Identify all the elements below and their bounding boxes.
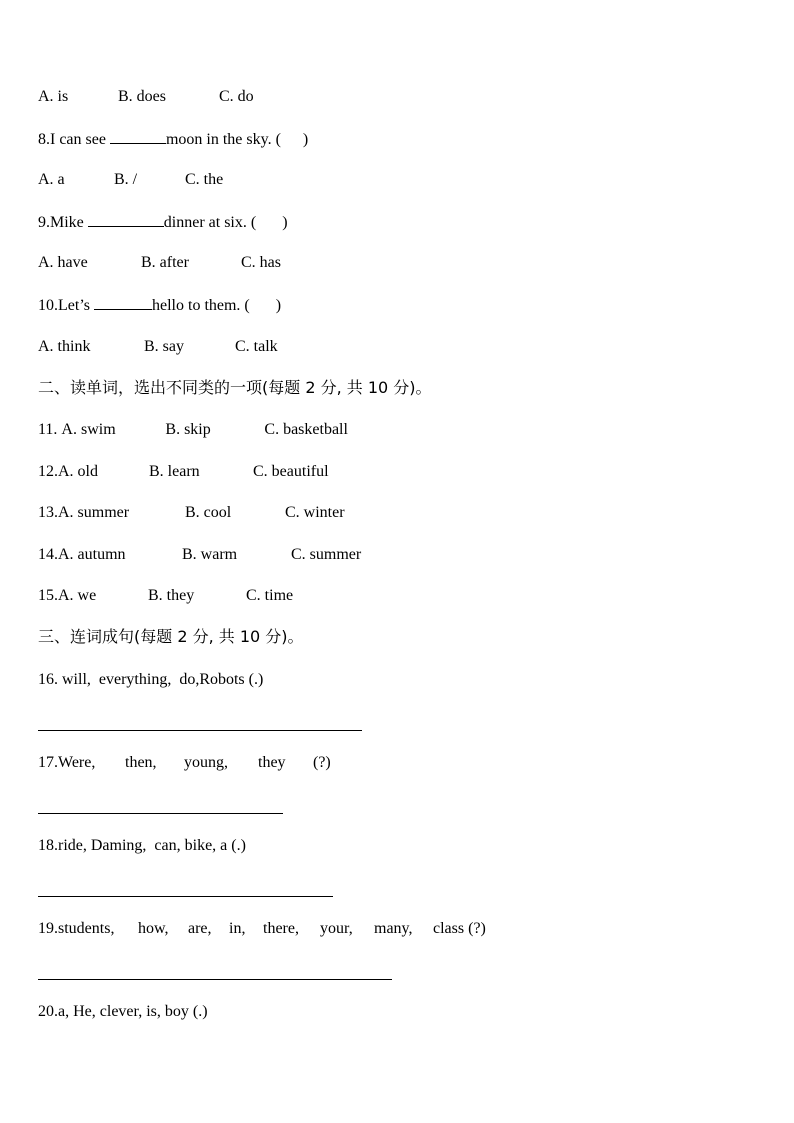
q14-row [38,545,361,565]
q10-close-paren: ) [275,297,282,314]
q10-options [38,337,278,357]
q14-option-b[interactable]: B. warm [182,546,238,563]
q7-option-c[interactable]: C. do [219,88,254,105]
q8-blank[interactable] [110,129,166,144]
q20-number: 20. [38,1003,58,1020]
q8-option-a[interactable]: A. a [38,171,65,188]
q18-word: (.) [231,837,246,854]
q12-option-a[interactable]: A. old [58,463,98,480]
q19-word: (?) [468,920,486,937]
q9-option-a[interactable]: A. have [38,254,88,271]
q8-text-post: moon in the sky. ( [165,131,281,148]
section-3-title: 三、连词成句(每题 2 分, 共 10 分)。 [38,627,304,646]
q9-text-post: dinner at six. ( [163,214,257,231]
q19-word: there, [263,920,299,937]
q15-option-b[interactable]: B. they [148,587,195,604]
q12-option-c[interactable]: C. beautiful [253,463,329,480]
q7-options [38,87,254,107]
q19-word: many, [374,920,413,937]
q17-number: 17. [38,754,58,771]
q20-word: a, [58,1003,70,1020]
q17-word: young, [184,754,228,771]
q19-answer-line[interactable] [38,979,392,980]
q19-word: your, [320,920,353,937]
q9-question [38,212,288,232]
q11-option-a[interactable]: A. swim [61,421,116,438]
q20-word: clever, [99,1003,143,1020]
q15-option-c[interactable]: C. time [246,587,294,604]
q9-blank[interactable] [88,212,164,227]
q13-option-b[interactable]: B. cool [185,504,232,521]
q20-word: (.) [192,1003,208,1020]
q10-option-a[interactable]: A. think [38,338,91,355]
q19-word: class [433,920,465,937]
q14-number: 14. [38,546,58,563]
q20-prompt [38,1002,208,1022]
q17-word: then, [125,754,157,771]
q10-text-pre: 10.Let’s [38,297,90,314]
q10-question [38,295,281,315]
q15-row [38,586,293,606]
q18-prompt [38,836,246,856]
q11-option-b[interactable]: B. skip [165,421,211,438]
q15-number: 15. [38,587,58,604]
q18-word: Daming, [90,837,147,854]
q10-text-post: hello to them. ( [152,297,250,314]
q17-word: (?) [313,754,331,771]
q9-option-b[interactable]: B. after [141,254,189,271]
q20-word: is, [146,1003,161,1020]
q9-close-paren: ) [282,214,288,231]
q18-word: a [220,837,228,854]
q16-word: Robots [199,671,245,688]
q16-word: everything, [98,671,172,688]
q17-prompt [38,753,331,773]
q16-word: do, [179,671,200,688]
q9-text-pre: 9.Mike [38,214,84,231]
q16-prompt [38,670,263,690]
q16-number: 16. [38,671,58,688]
q8-text-pre: 8.I can see [38,131,106,148]
q19-prompt [38,919,486,939]
q18-word: bike, [184,837,217,854]
section-2-title: 二、读单词，选出不同类的一项(每题 2 分, 共 10 分)。 [38,378,432,397]
q13-number: 13. [38,504,58,521]
q18-word: can, [154,837,181,854]
q11-option-c[interactable]: C. basketball [264,421,348,438]
q17-word: they [258,754,286,771]
q14-option-a[interactable]: A. autumn [58,546,126,563]
q8-close-paren: ) [302,131,309,148]
q7-option-a[interactable]: A. is [38,88,69,105]
q11-number: 11. [38,421,58,438]
q11-row [38,420,348,440]
q17-word: Were, [58,754,96,771]
q8-question [38,129,308,149]
q20-word: boy [164,1003,189,1020]
q8-options [38,170,223,190]
q10-option-b[interactable]: B. say [144,338,184,355]
q18-word: ride, [58,837,87,854]
q8-option-c[interactable]: C. the [185,171,224,188]
q13-row [38,503,345,523]
q17-answer-line[interactable] [38,813,283,814]
q12-number: 12. [38,463,58,480]
q7-option-b[interactable]: B. does [118,88,166,105]
q8-option-b[interactable]: B. / [114,171,138,188]
q16-word: will, [62,671,91,688]
q14-option-c[interactable]: C. summer [291,546,362,563]
q15-option-a[interactable]: A. we [58,587,97,604]
q19-word: are, [188,920,212,937]
q19-number: 19. [38,920,58,937]
q20-word: He, [73,1003,96,1020]
q19-word: students, [58,920,115,937]
q12-option-b[interactable]: B. learn [149,463,200,480]
q10-option-c[interactable]: C. talk [235,338,278,355]
q13-option-c[interactable]: C. winter [285,504,345,521]
q13-option-a[interactable]: A. summer [58,504,130,521]
q12-row [38,462,329,482]
q10-blank[interactable] [94,295,152,310]
q18-number: 18. [38,837,58,854]
q19-word: how, [138,920,169,937]
q16-answer-line[interactable] [38,730,362,731]
q18-answer-line[interactable] [38,896,333,897]
q19-word: in, [229,920,246,937]
q16-word: (.) [248,671,264,688]
q9-option-c[interactable]: C. has [241,254,281,271]
q9-options [38,253,281,273]
